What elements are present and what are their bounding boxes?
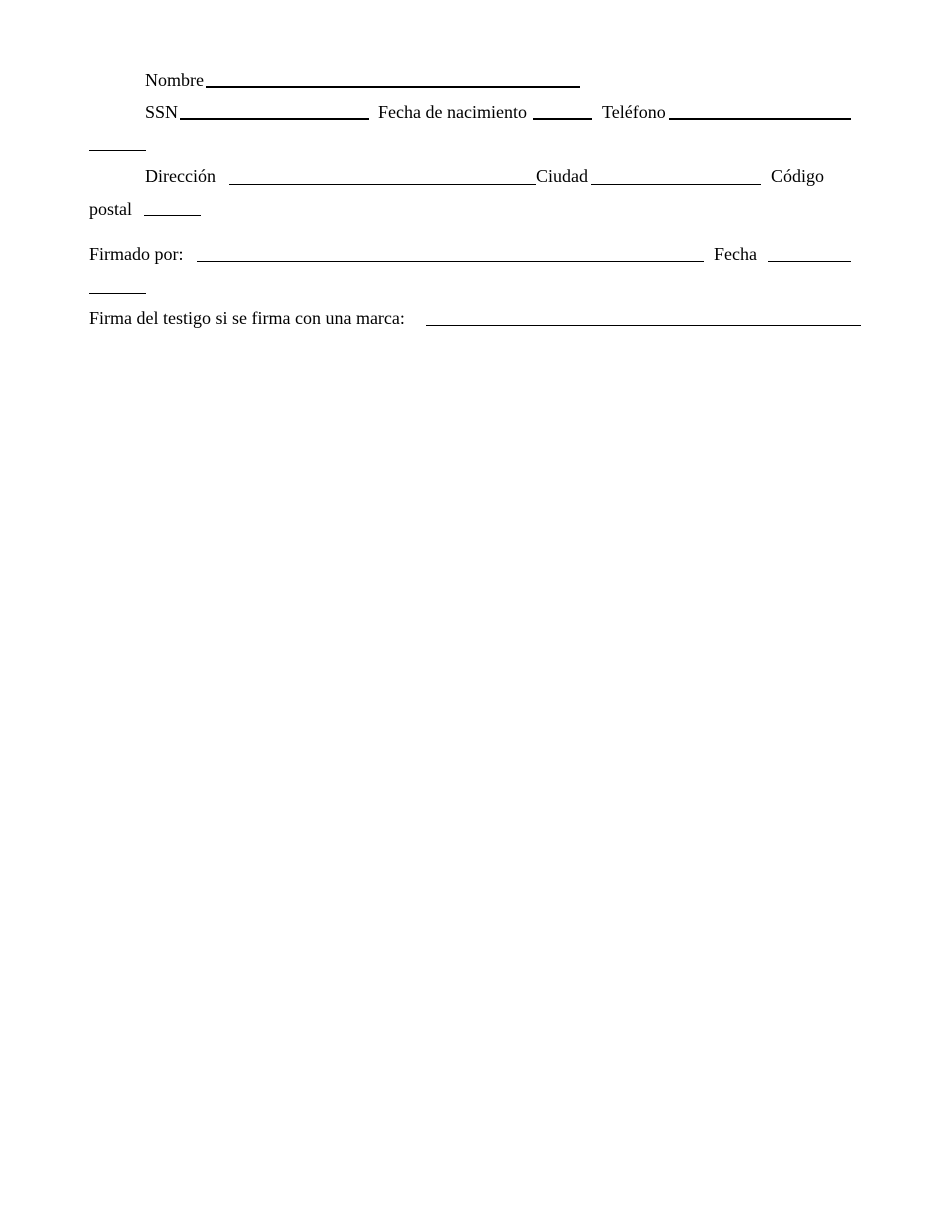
witness-signature-label: Firma del testigo si se firma con una marca: — [89, 308, 405, 328]
date-label: Fecha — [714, 244, 757, 264]
zip-field[interactable] — [144, 215, 201, 216]
ssn-field[interactable] — [180, 118, 369, 120]
zip-label-line1: Código — [771, 166, 825, 186]
birthdate-field[interactable] — [533, 118, 592, 120]
ssn-label: SSN — [145, 102, 179, 122]
date-field[interactable] — [768, 261, 851, 262]
witness-signature-field[interactable] — [426, 325, 861, 326]
birthdate-label: Fecha de nacimiento — [378, 102, 527, 122]
zip-label-line2: postal — [89, 199, 132, 219]
address-field[interactable] — [229, 184, 536, 185]
phone-field[interactable] — [669, 118, 851, 120]
city-label: Ciudad — [536, 166, 588, 186]
signed-by-label: Firmado por: — [89, 244, 184, 264]
phone-field-continuation[interactable] — [89, 150, 146, 151]
signature-field[interactable] — [197, 261, 704, 262]
name-field[interactable] — [206, 86, 580, 88]
phone-label: Teléfono — [602, 102, 666, 122]
date-field-continuation[interactable] — [89, 293, 146, 294]
address-label: Dirección — [145, 166, 216, 186]
name-label: Nombre — [145, 70, 204, 90]
city-field[interactable] — [591, 184, 761, 185]
